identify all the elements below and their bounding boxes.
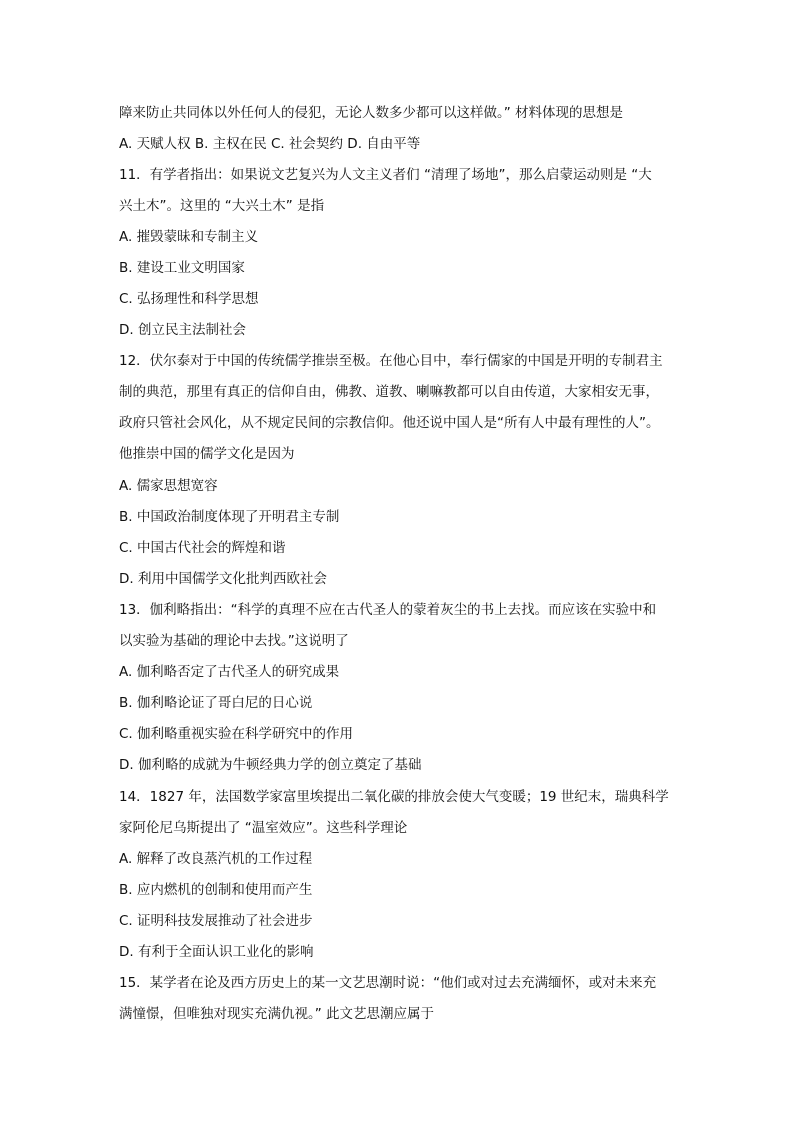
q12-stem-line-1: 12．伏尔泰对于中国的传统儒学推崇至极。在他心目中，奉行儒家的中国是开明的专制君主 bbox=[119, 353, 663, 369]
q12-stem-line-3: 政府只管社会风化，从不规定民间的宗教信仰。他还说中国人是“所有人中最有理性的人”。 bbox=[119, 415, 660, 431]
q10-stem-tail: 障来防止共同体以外任何人的侵犯，无论人数多少都可以这样做。” 材料体现的思想是 bbox=[119, 105, 624, 121]
q15-stem-line-2: 满憧憬，但唯独对现实充满仇视。” 此文艺思潮应属于 bbox=[119, 1006, 435, 1022]
q14-stem-line-2: 家阿伦尼乌斯提出了 “温室效应”。这些科学理论 bbox=[119, 820, 408, 836]
q12-option-c: C. 中国古代社会的辉煌和谐 bbox=[119, 540, 286, 556]
q14-option-a: A. 解释了改良蒸汽机的工作过程 bbox=[119, 851, 313, 867]
q11-stem-line-2: 兴土木”。这里的 “大兴土木” 是指 bbox=[119, 198, 325, 214]
q13-option-c: C. 伽利略重视实验在科学研究中的作用 bbox=[119, 726, 354, 742]
q10-options: A. 天赋人权 B. 主权在民 C. 社会契约 D. 自由平等 bbox=[119, 136, 421, 152]
q12-option-b: B. 中国政治制度体现了开明君主专制 bbox=[119, 509, 340, 525]
q11-option-c: C. 弘扬理性和科学思想 bbox=[119, 291, 259, 307]
q11-option-a: A. 摧毁蒙昧和专制主义 bbox=[119, 229, 259, 245]
q12-stem-line-4: 他推崇中国的儒学文化是因为 bbox=[119, 446, 295, 462]
q11-option-d: D. 创立民主法制社会 bbox=[119, 322, 246, 338]
q13-stem-line-1: 13．伽利略指出：“科学的真理不应在古代圣人的蒙着灰尘的书上去找。而应该在实验中和 bbox=[119, 602, 657, 618]
q11-option-b: B. 建设工业文明国家 bbox=[119, 260, 245, 276]
q13-option-d: D. 伽利略的成就为牛顿经典力学的创立奠定了基础 bbox=[119, 757, 422, 773]
q12-option-d: D. 利用中国儒学文化批判西欧社会 bbox=[119, 571, 327, 587]
q11-stem-line-1: 11．有学者指出：如果说文艺复兴为人文主义者们 “清理了场地”，那么启蒙运动则是 “大 bbox=[119, 167, 652, 183]
q14-option-b: B. 应内燃机的创制和使用而产生 bbox=[119, 882, 313, 898]
q14-stem-line-1: 14．1827 年，法国数学家富里埃提出二氧化碳的排放会使大气变暖；19 世纪末，瑞典科学 bbox=[119, 789, 669, 805]
q14-option-d: D. 有利于全面认识工业化的影响 bbox=[119, 944, 314, 960]
q13-stem-line-2: 以实验为基础的理论中去找。”这说明了 bbox=[119, 633, 349, 649]
q12-stem-line-2: 制的典范，那里有真正的信仰自由，佛教、道教、喇嘛教都可以自由传道，大家相安无事， bbox=[119, 384, 659, 400]
q12-option-a: A. 儒家思想宽容 bbox=[119, 478, 218, 494]
q13-option-a: A. 伽利略否定了古代圣人的研究成果 bbox=[119, 664, 340, 680]
q15-stem-line-1: 15．某学者在论及西方历史上的某一文艺思潮时说：“他们或对过去充满缅怀，或对未来充 bbox=[119, 975, 657, 991]
q14-option-c: C. 证明科技发展推动了社会进步 bbox=[119, 913, 313, 929]
q13-option-b: B. 伽利略论证了哥白尼的日心说 bbox=[119, 695, 313, 711]
